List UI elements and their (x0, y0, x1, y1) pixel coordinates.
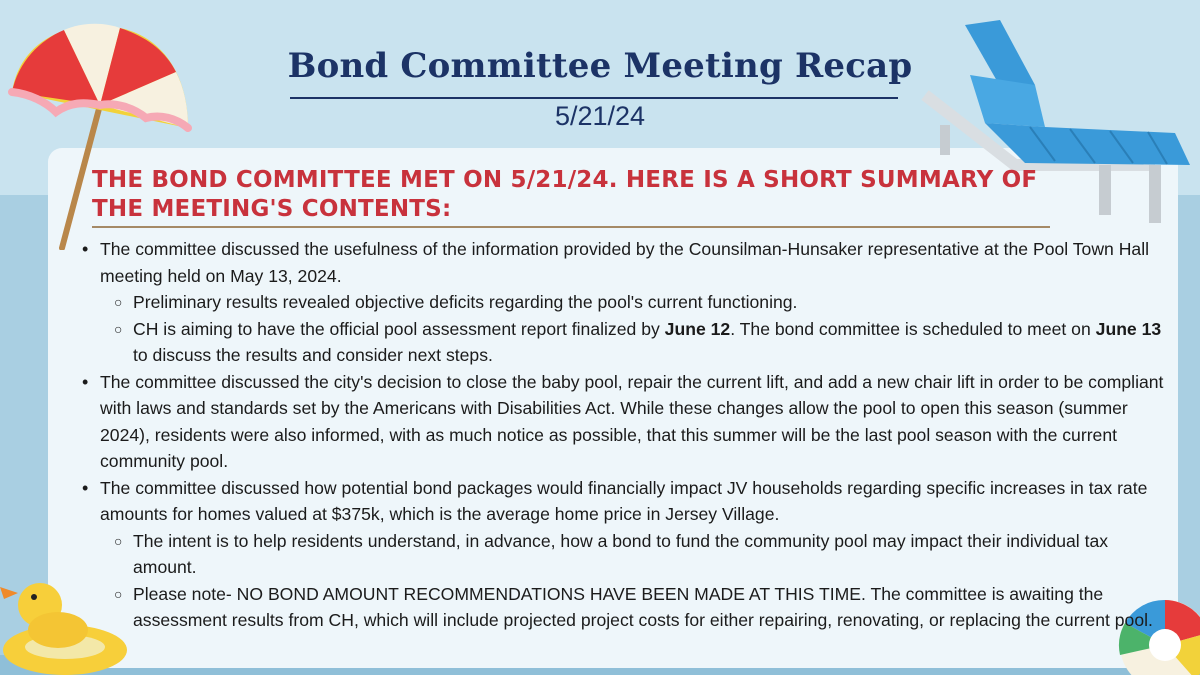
sub-bullet-item (100, 316, 1170, 369)
bullet-text: The committee discussed the usefulness of the information provided by the Counsilman-Hunsaker representative at the Pool Town Hall meeting held on May 13, 2024. (100, 239, 1150, 286)
sub-bullet-item (100, 528, 1170, 581)
summary-headline: THE BOND COMMITTEE MET ON 5/21/24. HERE IS A SHORT SUMMARY OF THE MEETING'S CONTENTS: (92, 167, 1038, 222)
meeting-date: 5/21/24 (554, 101, 646, 131)
bullet-text: The committee discussed how potential bond packages would financially impact JV households regarding specific increases in tax rate amounts for homes valued at $375k, which is the average home price in Jersey Village. (100, 477, 1148, 524)
bullet-item (70, 369, 1170, 475)
sub-bullet-text-part: to discuss the results and consider next steps. (133, 345, 493, 365)
bullet-text: The committee discussed the city's decision to close the baby pool, repair the current lift, and add a new chair lift in order to be compliant with laws and standards set by the Americans with Disabilities Act. While these changes allow the pool to open this season (summer 2024), residents were also informed, with as much notice as possible, that this summer will be the last pool season with the current community pool. (100, 371, 1164, 471)
circle-bullet-icon: ○ (114, 585, 123, 602)
sub-bullet-text-part: CH is aiming to have the official pool assessment report finalized by (133, 318, 665, 339)
sub-bullet-item (100, 581, 1170, 634)
page-title: Bond Committee Meeting Recap (287, 46, 913, 86)
sub-bullet-text: Please note- NO BOND AMOUNT RECOMMENDATIONS HAVE BEEN MADE AT THIS TIME. The committee is awaiting the assessment results from CH, which will include projected project costs for either repairing, renovating, or replacing the current pool. (133, 583, 1153, 630)
circle-bullet-icon: ○ (114, 294, 123, 310)
bullet-dot-icon: • (82, 371, 89, 392)
title-underline (290, 97, 898, 99)
sub-bullet-text-part: . The bond committee is scheduled to meet on (730, 318, 1096, 339)
date-highlight: June 12 (664, 318, 731, 339)
circle-bullet-icon: ○ (114, 320, 123, 337)
bullet-item (70, 236, 1170, 369)
date-highlight: June 13 (1095, 318, 1162, 339)
sub-bullet-text: The intent is to help residents understand, in advance, how a bond to fund the community pool may impact their individual tax amount. (133, 530, 1109, 577)
headline-divider (92, 226, 1050, 228)
bullet-item (70, 475, 1170, 634)
bullet-dot-icon: • (82, 477, 89, 498)
bullet-dot-icon: • (82, 239, 89, 259)
circle-bullet-icon: ○ (114, 532, 123, 549)
sub-bullet-item (100, 289, 1170, 316)
summary-list (70, 236, 1170, 634)
sub-bullet-text: Preliminary results revealed objective deficits regarding the pool's current functioning. (133, 292, 798, 312)
